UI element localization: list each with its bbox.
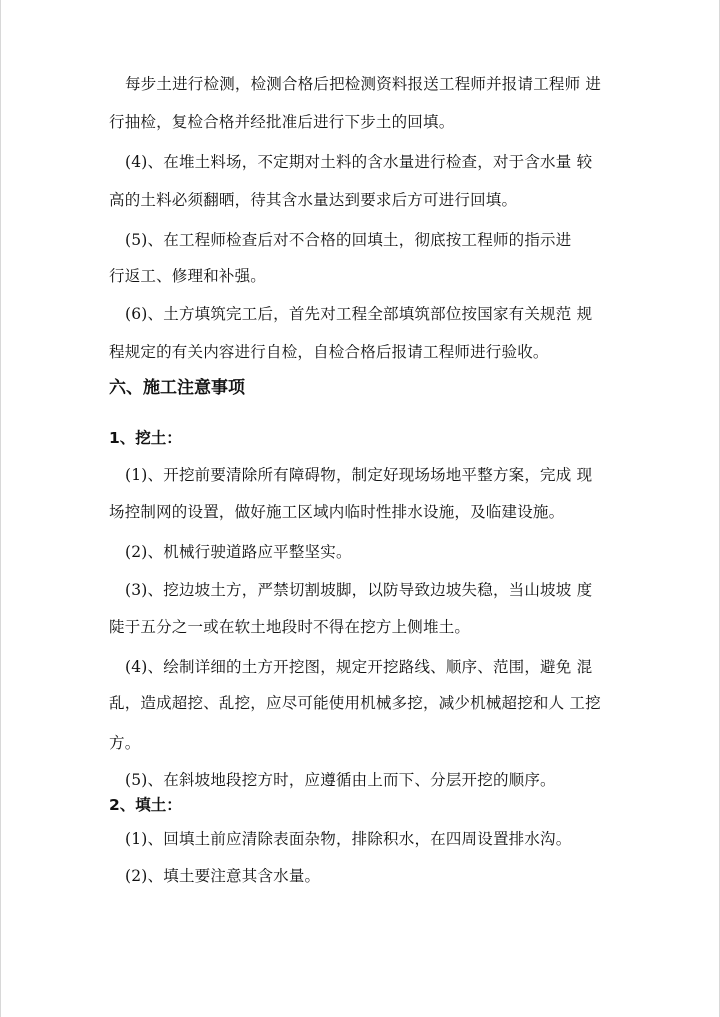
paragraph-line: (2)、填土要注意其含水量。 [125,867,321,885]
paragraph-line: (6)、土方填筑完工后，首先对工程全部填筑部位按国家有关规范 规 [125,305,593,323]
paragraph-line: 乱，造成超挖、乱挖，应尽可能使用机械多挖，减少机械超挖和人 工挖 [109,694,601,712]
paragraph-line: (4)、绘制详细的土方开挖图，规定开挖路线、顺序、范围，避免 混 [125,658,593,676]
paragraph-line: (1)、回填土前应清除表面杂物，排除积水，在四周设置排水沟。 [125,830,572,848]
paragraph-line: 场控制网的设置，做好施工区域内临时性排水设施，及临建设施。 [109,503,565,521]
paragraph-line: 每步土进行检测，检测合格后把检测资料报送工程师并报请工程师 进 [125,75,602,93]
paragraph-line: 程规定的有关内容进行自检，自检合格后报请工程师进行验收。 [109,343,549,361]
paragraph-line: 陡于五分之一或在软土地段时不得在挖方上侧堆土。 [109,618,471,636]
paragraph-line: 行抽检，复检合格并经批准后进行下步土的回填。 [109,113,455,131]
paragraph-line: (5)、在工程师检查后对不合格的回填土，彻底按工程师的指示进 [125,231,572,249]
paragraph-line: (3)、挖边坡土方，严禁切割坡脚，以防导致边坡失稳，当山坡坡 度 [125,581,593,599]
paragraph-line: 行返工、修理和补强。 [109,267,267,285]
paragraph-line: 方。 [109,734,141,752]
paragraph-line: 高的土料必须翻晒，待其含水量达到要求后方可进行回填。 [109,191,518,209]
section-heading: 六、施工注意事项 [109,378,245,398]
paragraph-line: (5)、在斜坡地段挖方时，应遵循由上而下、分层开挖的顺序。 [125,771,556,789]
paragraph-line: (4)、在堆土料场，不定期对土料的含水量进行检查，对于含水量 较 [125,153,593,171]
subsection-heading: 1、挖土： [109,429,182,447]
paragraph-line: (1)、开挖前要清除所有障碍物，制定好现场场地平整方案，完成 现 [125,466,593,484]
paragraph-line: (2)、机械行驶道路应平整坚实。 [125,543,352,561]
page-left-edge [0,0,1,1017]
subsection-heading: 2、填土： [109,796,182,814]
